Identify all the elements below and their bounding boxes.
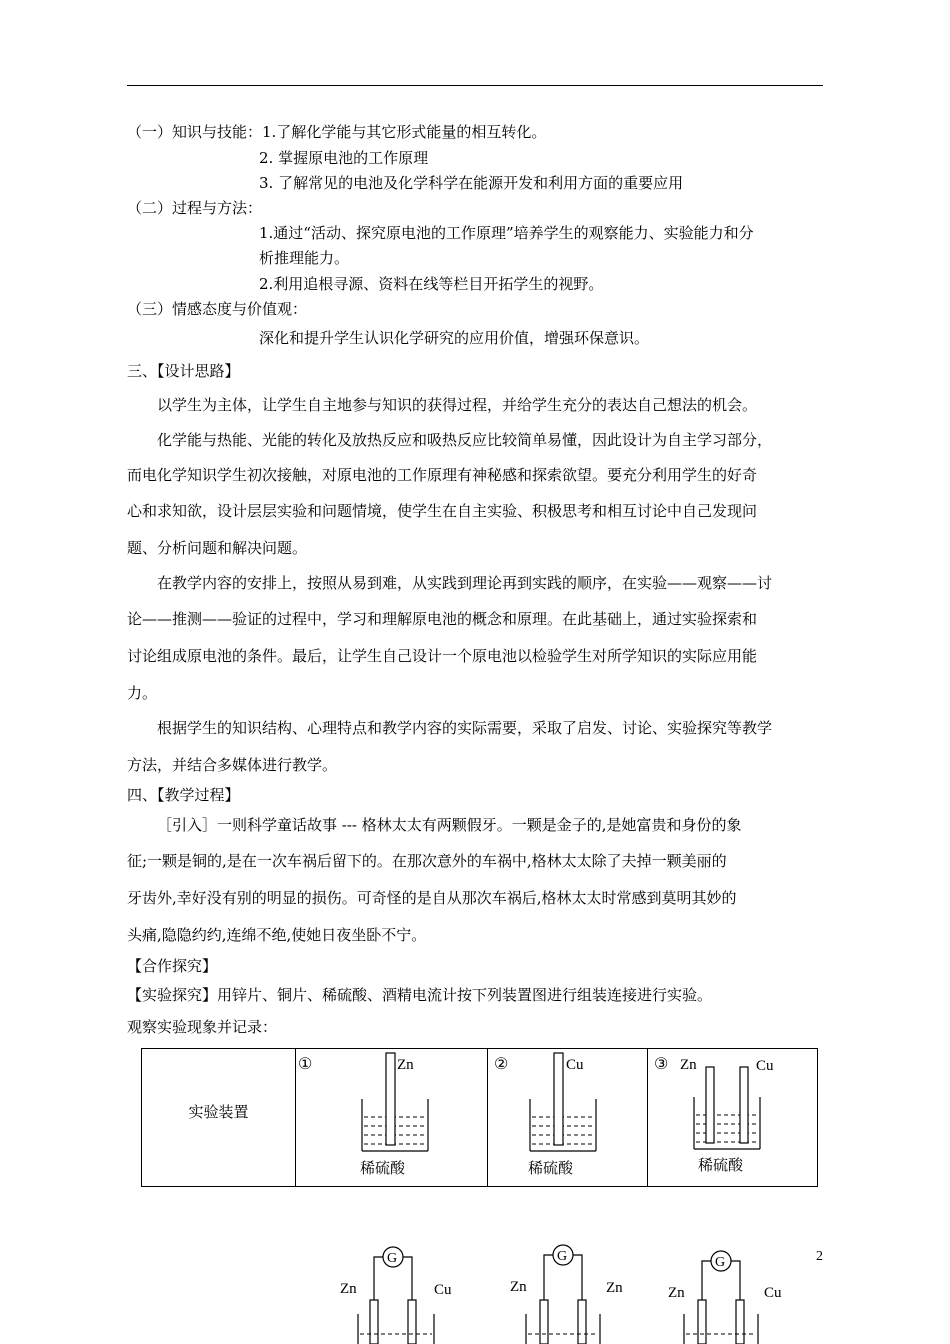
electrode-label: Zn <box>510 1279 527 1295</box>
design-line: 心和求知欲，设计层层实验和问题情境，使学生在自主实验、积极思考和相互讨论中自己发现问 <box>127 502 758 520</box>
solution-label: 稀硫酸 <box>528 1159 574 1177</box>
beaker <box>694 1097 760 1149</box>
zinc-electrode <box>386 1053 395 1145</box>
device-cell-3 <box>648 1049 818 1187</box>
intro-line: 牙齿外,幸好没有别的明显的损伤。可奇怪的是自从那次车祸后,格林太太时常感到莫明其妙的 <box>127 889 737 907</box>
electrode-label: Cu <box>434 1282 452 1298</box>
design-line: 题、分析问题和解决问题。 <box>127 539 308 557</box>
design-line: 以学生为主体，让学生自主地参与知识的获得过程，并给学生充分的表达自己想法的机会。 <box>157 396 758 414</box>
electrode-label: Zn <box>397 1057 414 1073</box>
solution-label: 稀硫酸 <box>698 1156 744 1174</box>
zinc-electrode <box>706 1067 714 1143</box>
process-item-2: 2.利用追根寻源、资料在线等栏目开拓学生的视野。 <box>259 275 604 293</box>
process-item-1b: 析推理能力。 <box>259 249 350 267</box>
design-heading: 三、【设计思路】 <box>127 362 240 380</box>
design-line: 方法，并结合多媒体进行教学。 <box>127 756 338 774</box>
row-label: 实验装置 <box>188 1103 249 1121</box>
process-item-1a: 1.通过“活动、探究原电池的工作原理”培养学生的观察能力、实验能力和分 <box>259 224 754 242</box>
process-heading: （二）过程与方法： <box>127 199 263 217</box>
electrode-label: Zn <box>606 1280 623 1296</box>
device-cell-1 <box>296 1049 488 1187</box>
meter-label: G <box>557 1249 568 1264</box>
design-line: 而电化学知识学生初次接触，对原电池的工作原理有神秘感和探索欲望。要充分利用学生的好奇 <box>127 466 758 484</box>
meter-label: G <box>715 1255 726 1270</box>
intro-line: 头痛,隐隐约约,连绵不绝,使她日夜坐卧不宁。 <box>127 926 427 944</box>
electrode-label: Zn <box>668 1285 685 1301</box>
meter-label: G <box>387 1251 398 1266</box>
electrode-label: Cu <box>756 1058 774 1074</box>
observe-line: 观察实验现象并记录： <box>127 1018 278 1036</box>
experiment-table <box>141 1048 818 1187</box>
emotion-item-1: 深化和提升学生认识化学研究的应用价值，增强环保意识。 <box>259 329 650 347</box>
galvanometer-device-1 <box>340 1247 452 1344</box>
beaker-diagram-2 <box>488 1049 646 1182</box>
design-line: 力。 <box>127 684 158 702</box>
intro-line: 征;一颗是铜的,是在一次车祸后留下的。在那次意外的车祸中,格林太太除了夫掉一颗美丽的 <box>127 852 727 870</box>
emotion-heading: （三）情感态度与价值观： <box>127 300 308 318</box>
experiment-line: 【实验探究】用锌片、铜片、稀硫酸、酒精电流计按下列装置图进行组装连接进行实验。 <box>127 986 713 1004</box>
coop-heading: 【合作探究】 <box>127 957 218 975</box>
electrode-label: Zn <box>680 1057 697 1073</box>
device-number: ① <box>298 1056 313 1073</box>
galvanometer-device-2 <box>510 1245 623 1344</box>
knowledge-heading: （一）知识与技能：1.了解化学能与其它形式能量的相互转化。 <box>127 123 547 141</box>
beaker-diagram-1 <box>296 1049 486 1182</box>
knowledge-item-2: 2. 掌握原电池的工作原理 <box>259 149 429 167</box>
design-line: 讨论组成原电池的条件。最后，让学生自己设计一个原电池以检验学生对所学知识的实际应用能 <box>127 647 758 665</box>
solution-label: 稀硫酸 <box>360 1159 406 1177</box>
header-rule <box>127 85 823 86</box>
knowledge-item-3: 3. 了解常见的电池及化学科学在能源开发和利用方面的重要应用 <box>259 174 684 192</box>
device-cell-2 <box>488 1049 648 1187</box>
design-line: 根据学生的知识结构、心理特点和教学内容的实际需要，采取了启发、讨论、实验探究等教学 <box>157 719 773 737</box>
design-line: 在教学内容的安排上，按照从易到难，从实践到理论再到实践的顺序，在实验——观察——讨 <box>157 574 773 592</box>
design-line: 论——推测——验证的过程中，学习和理解原电池的概念和原理。在此基础上，通过实验探索和 <box>127 610 758 628</box>
electrode-label: Cu <box>764 1285 782 1301</box>
beaker-diagram-3 <box>648 1049 816 1182</box>
table-label-cell <box>142 1049 296 1187</box>
electrode-label: Zn <box>340 1281 357 1297</box>
design-line: 化学能与热能、光能的转化及放热反应和吸热反应比较简单易懂，因此设计为自主学习部分， <box>157 431 773 449</box>
intro-line: ［引入］一则科学童话故事 --- 格林太太有两颗假牙。一颗是金子的,是她富贵和身份的象 <box>157 816 742 834</box>
copper-electrode <box>554 1053 563 1145</box>
galvanometer-device-3 <box>668 1251 782 1344</box>
device-number: ② <box>494 1056 509 1073</box>
electrode-label: Cu <box>566 1057 584 1073</box>
copper-electrode <box>740 1067 748 1143</box>
table-row <box>142 1049 818 1187</box>
galvanometer-devices <box>330 1240 810 1344</box>
process-section-heading: 四、【教学过程】 <box>127 786 240 804</box>
device-number: ③ <box>654 1056 669 1073</box>
page-number: 2 <box>816 1249 823 1264</box>
